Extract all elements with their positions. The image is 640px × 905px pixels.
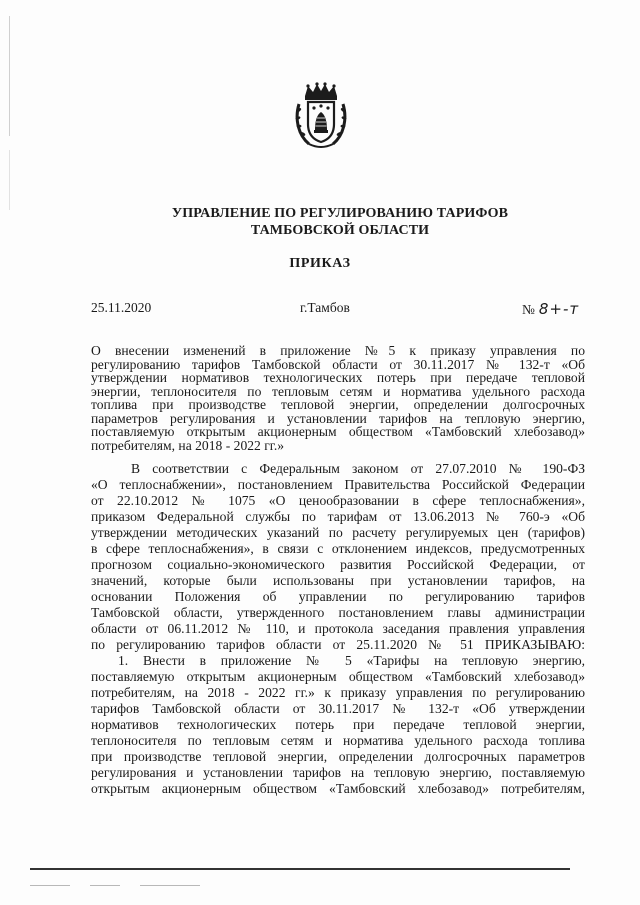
org-line-2: ТАМБОВСКОЙ ОБЛАСТИ — [250, 223, 430, 238]
body-line: Тамбовской области, утвержденного постановлением главы администрации — [91, 605, 585, 620]
body-line: в сфере теплоснабжения», в связи с отклонением индексов, предусмотренных — [91, 541, 585, 556]
footer-dash — [30, 885, 70, 886]
body-line: области от 06.11.2012 № 110, и протокола заседания правления управления — [91, 621, 585, 636]
document-number — [522, 300, 579, 318]
document-type: ПРИКАЗ — [289, 256, 351, 271]
document-body — [91, 461, 585, 797]
subject-line: О внесении изменений в приложение №5 к приказу управления по — [91, 343, 585, 358]
body-line: нормативов технологических потерь при передаче тепловой энергии, — [91, 717, 585, 732]
body-line: по регулированию тарифов области от 25.11.2020 № 51 ПРИКАЗЫВАЮ: — [91, 637, 585, 652]
issuing-authority — [90, 205, 590, 239]
document-city: г.Тамбов — [300, 300, 350, 315]
footer-rule — [30, 868, 570, 870]
body-line: В соответствии с Федеральным законом от 27.07.2010 № 190-ФЗ — [131, 461, 585, 476]
document-date: 25.11.2020 — [91, 300, 152, 315]
body-line: утверждении методических указаний по расчету регулируемых цен (тарифов) — [91, 525, 585, 540]
body-line: открытым акционерным обществом «Тамбовский хлебозавод» потребителям, — [91, 781, 585, 796]
subject-line: потребителям, на 2018 - 2022 гг.» — [91, 437, 285, 453]
body-line: поставляемую открытым акционерным обществом «Тамбовский хлебозавод» — [91, 669, 585, 684]
subject-line: поставляемую открытым акционерным обществом «Тамбовский хлебозавод» — [91, 424, 585, 439]
scan-edge-mark — [9, 16, 10, 136]
body-line: теплоносителя по тепловым сетям и норматива удельного расхода топлива — [91, 733, 585, 748]
subject-line: топлива при производстве тепловой энергии, определении долгосрочных — [91, 397, 585, 412]
body-line: приказом Федеральной службы по тарифам от 13.06.2013 № 760-э «Об — [91, 509, 585, 524]
footer-dash — [140, 885, 200, 886]
subject-line: регулированию тарифов Тамбовской области от 30.11.2017 № 132-т «Об — [91, 356, 585, 372]
body-line: 1. Внести в приложение № 5 «Тарифы на тепловую энергию, — [118, 653, 585, 668]
body-line: прогнозом социально-экономического развития Российской Федерации, от — [91, 557, 585, 572]
body-line: потребителям, на 2018 - 2022 гг.» к приказу управления по регулированию — [91, 685, 585, 700]
body-line: основании Положения об управлении по регулированию тарифов — [91, 589, 585, 604]
coat-of-arms-emblem — [293, 82, 349, 152]
number-sign: № — [522, 302, 535, 317]
body-line: значений, которые были использованы при установлении тарифов, на — [91, 573, 585, 588]
footer-dash — [90, 885, 120, 886]
body-line: «О теплоснабжении», постановлением Правительства Российской Федерации — [91, 477, 585, 492]
subject-line: энергии, теплоносителя по тепловым сетям и норматива удельного расхода — [91, 383, 585, 399]
subject-line: параметров регулирования и установлении тарифов на тепловую энергию, — [91, 410, 585, 426]
body-line: при производстве тепловой энергии, определении долгосрочных параметров — [91, 749, 585, 764]
handwritten-number: 8+-т — [538, 300, 580, 318]
org-line-1: УПРАВЛЕНИЕ ПО РЕГУЛИРОВАНИЮ ТАРИФОВ — [171, 206, 509, 221]
subject-line: утверждении нормативов технологических потерь при передаче тепловой — [91, 370, 585, 385]
body-line: тарифов Тамбовской области от 30.11.2017 № 132-т «Об утверждении — [91, 701, 585, 716]
body-line: от 22.10.2012 № 1075 «О ценообразовании в сфере теплоснабжения», — [91, 493, 585, 508]
scan-edge-mark — [9, 150, 10, 210]
document-subject — [91, 344, 585, 452]
body-line: регулирования и установлении тарифов на тепловую энергию, поставляемую — [91, 765, 585, 780]
